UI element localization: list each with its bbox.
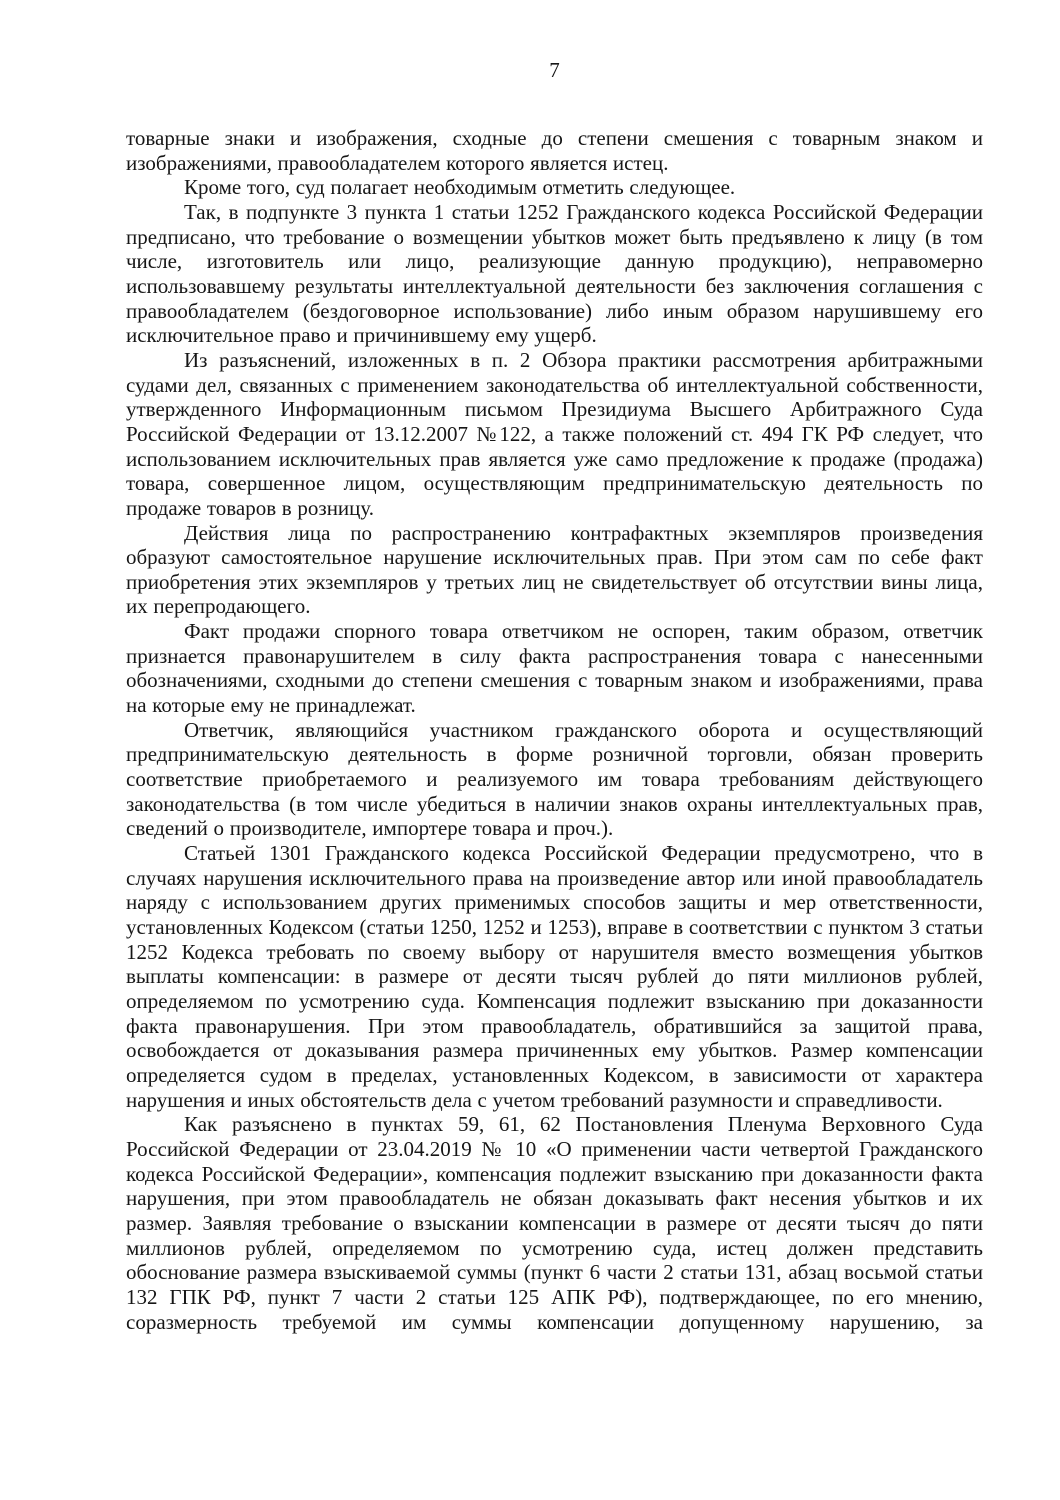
paragraph-continues-on-next-page: Как разъяснено в пунктах 59, 61, 62 Постановления Пленума Верховного Суда Российской Федерации от 23.04.2019 № 10 «О применении части четвертой Гражданского кодекса Российской Федерации», компенсация подлежит взысканию при доказанности факта нарушения, при этом правообладатель не обязан доказывать факт несения убытков и их размер. Заявляя требование о взыскании компенсации в размере от десяти тысяч до пяти миллионов рублей, определяемом по усмотрению суда, истец должен представить обоснование размера взыскиваемой суммы (пункт 6 части 2 статьи 131, абзац восьмой статьи 132 ГПК РФ, пункт 7 части 2 статьи 125 АПК РФ), подтверждающее, по его мнению, соразмерность требуемой им суммы компенсации допущенному нарушению, за [126, 1112, 983, 1334]
paragraph: Кроме того, суд полагает необходимым отметить следующее. [184, 175, 736, 200]
page-number: 7 [549, 58, 560, 82]
document-body [126, 126, 983, 1334]
paragraph: Ответчик, являющийся участником гражданского оборота и осуществляющий предпринимательскую деятельность в форме розничной торговли, обязан проверить соответствие приобретаемого и реализуемого им товара требованиям действующего законодательства (в том числе убедиться в наличии знаков охраны интеллектуальных прав, сведений о производителе, импортере товара и проч.). [126, 717, 983, 841]
paragraph: Статьей 1301 Гражданского кодекса Российской Федерации предусмотрено, что в случаях нарушения исключительного права на произведение автор или иной правообладатель наряду с использованием других применимых способов защиты и мер ответственности, установленных Кодексом (статьи 1250, 1252 и 1253), вправе в соответствии с пунктом 3 статьи 1252 Кодекса требовать по своему выбору от нарушителя вместо возмещения убытков выплаты компенсации: в размере от десяти тысяч рублей до пяти миллионов рублей, определяемом по усмотрению суда. Компенсация подлежит взысканию при доказанности факта правонарушения. При этом правообладатель, обратившийся за защитой права, освобождается от доказывания размера причиненных ему убытков. Размер компенсации определяется судом в пределах, установленных Кодексом, в зависимости от характера нарушения и иных обстоятельств дела с учетом требований разумности и справедливости. [126, 841, 983, 1112]
paragraph: Факт продажи спорного товара ответчиком не оспорен, таким образом, ответчик признается правонарушителем в силу факта распространения товара с нанесенными обозначениями, сходными до степени смешения с товарным знаком и изображениями, права на которые ему не принадлежат. [126, 619, 983, 718]
paragraph: Так, в подпункте 3 пункта 1 статьи 1252 Гражданского кодекса Российской Федерации предписано, что требование о возмещении убытков может быть предъявлено к лицу (в том числе, изготовитель или лицо, реализующие данную продукцию), неправомерно использовавшему результаты интеллектуальной деятельности без заключения соглашения с правообладателем (бездоговорное использование) либо иным образом нарушившему его исключительное право и причинившему ему ущерб. [126, 199, 983, 348]
paragraph: Действия лица по распространению контрафактных экземпляров произведения образуют самостоятельное нарушение исключительных прав. При этом сам по себе факт приобретения этих экземпляров у третьих лиц не свидетельствует об отсутствии вины лица, их перепродающего. [126, 520, 983, 619]
paragraph-continuation-from-previous-page: товарные знаки и изображения, сходные до степени смешения с товарным знаком и изображениями, правообладателем которого является истец. [126, 126, 983, 175]
paragraph: Из разъяснений, изложенных в п. 2 Обзора практики рассмотрения арбитражными судами дел, связанных с применением законодательства об интеллектуальной собственности, утвержденного Информационным письмом Президиума Высшего Арбитражного Суда Российской Федерации от 13.12.2007 №122, а также положений ст. 494 ГК РФ следует, что использованием исключительных прав является уже само предложение к продаже (продажа) товара, совершенное лицом, осуществляющим предпринимательскую деятельность по продаже товаров в розницу. [126, 347, 983, 520]
